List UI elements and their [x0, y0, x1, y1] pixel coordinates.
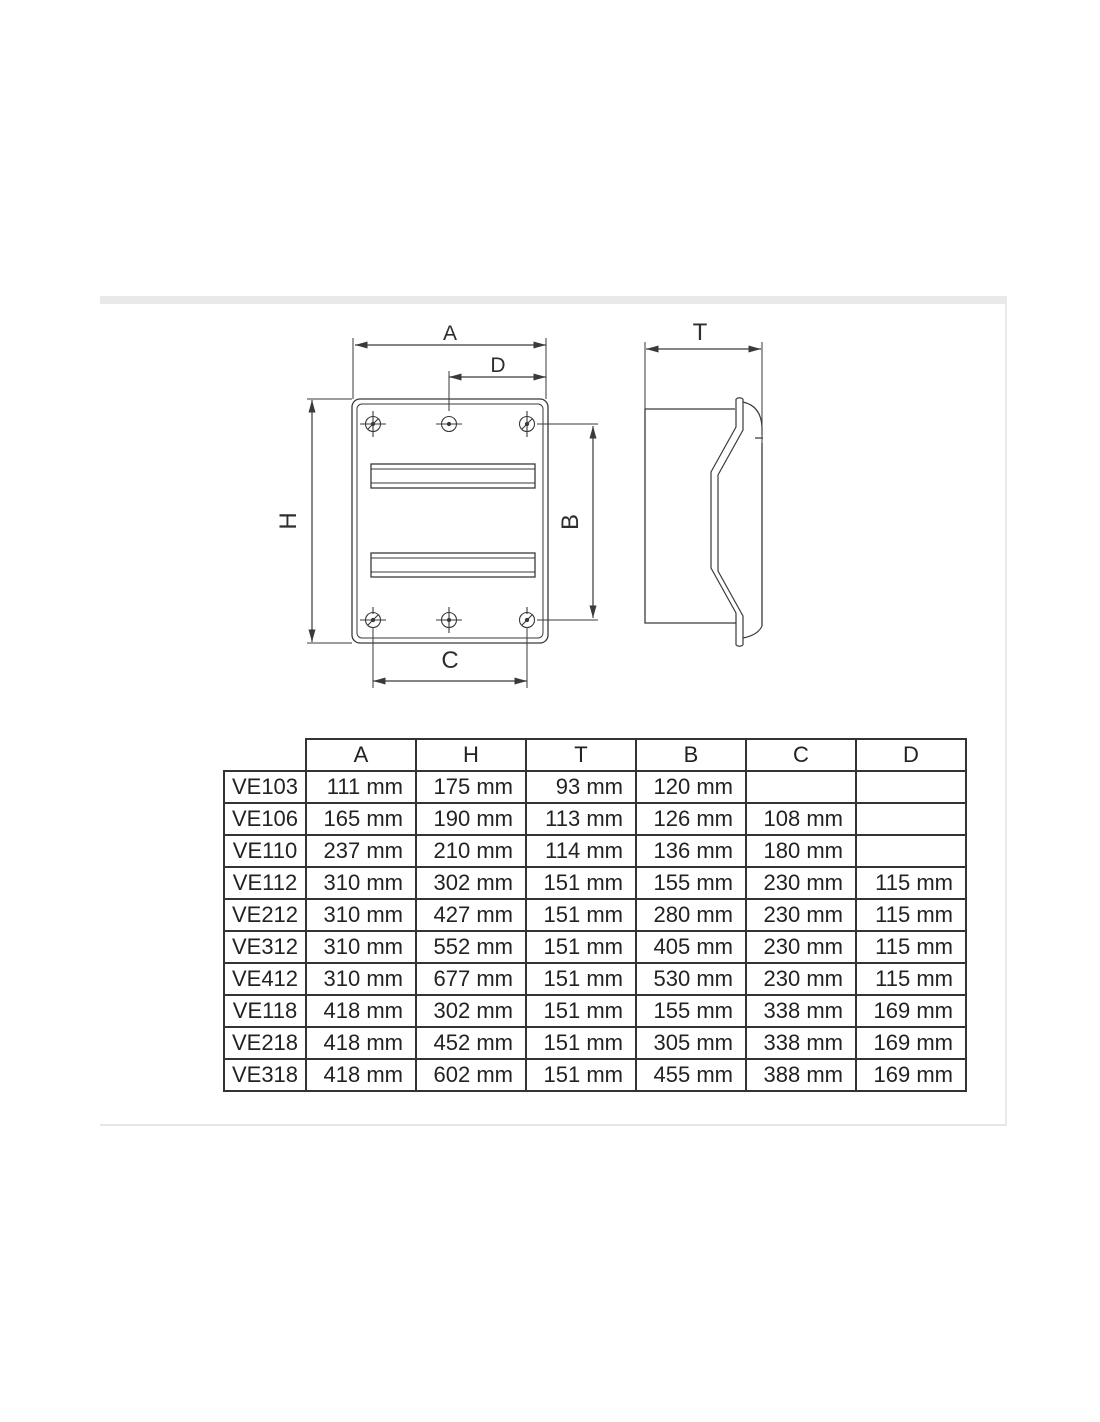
dimension-cell: 677 mm [416, 963, 526, 995]
dimension-cell: 113 mm [526, 803, 636, 835]
spec-table-body [224, 771, 966, 1091]
dim-label-D: D [490, 354, 506, 377]
mounting-holes [360, 411, 535, 633]
dimension-cell: 93 mm [526, 771, 636, 803]
dimension-cell: 136 mm [636, 835, 746, 867]
dimension-cell: 230 mm [746, 867, 856, 899]
spec-table [223, 738, 967, 1092]
dim-label-B: B [557, 513, 584, 531]
dimension-cell: 405 mm [636, 931, 746, 963]
dimension-cell: 602 mm [416, 1059, 526, 1091]
model-cell: VE112 [224, 867, 306, 899]
dimension-cell: 530 mm [636, 963, 746, 995]
model-cell: VE110 [224, 835, 306, 867]
column-header-T: T [526, 739, 636, 771]
model-cell: VE212 [224, 899, 306, 931]
dimension-cell: 151 mm [526, 1027, 636, 1059]
enclosure-inner-outline [357, 404, 543, 638]
table-row [224, 899, 966, 931]
dimension-cell: 230 mm [746, 931, 856, 963]
dimension-cell: 230 mm [746, 899, 856, 931]
dim-D [449, 371, 546, 411]
table-row [224, 995, 966, 1027]
dimension-cell: 151 mm [526, 899, 636, 931]
model-cell: VE318 [224, 1059, 306, 1091]
dimension-cell: 310 mm [306, 963, 416, 995]
enclosure-outer-outline [352, 399, 548, 643]
model-cell: VE218 [224, 1027, 306, 1059]
dimension-cell: 180 mm [746, 835, 856, 867]
table-row [224, 835, 966, 867]
dimension-cell: 175 mm [416, 771, 526, 803]
dimension-cell: 452 mm [416, 1027, 526, 1059]
model-cell: VE118 [224, 995, 306, 1027]
side-body [645, 409, 736, 623]
dimension-cell: 302 mm [416, 867, 526, 899]
dimension-cell: 230 mm [746, 963, 856, 995]
dimension-cell: 115 mm [856, 963, 966, 995]
model-cell: VE106 [224, 803, 306, 835]
table-row [224, 1059, 966, 1091]
dimension-cell: 338 mm [746, 1027, 856, 1059]
dimension-cell: 111 mm [306, 771, 416, 803]
dimension-cell: 305 mm [636, 1027, 746, 1059]
dimension-cell: 169 mm [856, 1059, 966, 1091]
dim-label-C: C [441, 647, 459, 674]
dimension-cell: 126 mm [636, 803, 746, 835]
dimension-cell: 310 mm [306, 867, 416, 899]
dimension-cell: 151 mm [526, 867, 636, 899]
din-rail-top [371, 464, 535, 488]
cover-strip-left [711, 399, 736, 645]
dimension-cell [746, 771, 856, 803]
dim-label-H: H [275, 512, 302, 530]
table-row [224, 1027, 966, 1059]
dimension-cell: 114 mm [526, 835, 636, 867]
model-cell: VE103 [224, 771, 306, 803]
dimension-cell: 115 mm [856, 931, 966, 963]
column-header-H: H [416, 739, 526, 771]
dimension-cell: 418 mm [306, 1027, 416, 1059]
dimension-cell: 237 mm [306, 835, 416, 867]
dimension-cell: 418 mm [306, 995, 416, 1027]
dimension-cell: 427 mm [416, 899, 526, 931]
column-header-B: B [636, 739, 746, 771]
dimension-cell: 120 mm [636, 771, 746, 803]
dimension-cell: 108 mm [746, 803, 856, 835]
dimension-cell: 165 mm [306, 803, 416, 835]
dimension-cell: 155 mm [636, 995, 746, 1027]
table-row [224, 867, 966, 899]
dimension-cell: 190 mm [416, 803, 526, 835]
spec-table-head [224, 739, 966, 771]
dim-label-A: A [442, 322, 458, 345]
dimension-cell: 310 mm [306, 931, 416, 963]
din-rail-bottom [371, 553, 535, 577]
dimension-cell: 151 mm [526, 931, 636, 963]
content-panel [100, 296, 1007, 1126]
dimension-cell: 455 mm [636, 1059, 746, 1091]
dimension-cell: 210 mm [416, 835, 526, 867]
dimension-cell: 280 mm [636, 899, 746, 931]
dimension-cell: 115 mm [856, 867, 966, 899]
dimension-cell [856, 771, 966, 803]
model-cell: VE412 [224, 963, 306, 995]
dim-T [645, 342, 762, 443]
column-header-A: A [306, 739, 416, 771]
dimension-cell [856, 803, 966, 835]
front-view [352, 399, 548, 643]
dimension-cell: 338 mm [746, 995, 856, 1027]
table-row [224, 931, 966, 963]
side-lid-bottom [743, 626, 762, 638]
dimension-cell: 151 mm [526, 995, 636, 1027]
dim-label-T: T [692, 319, 708, 346]
dimension-cell: 151 mm [526, 1059, 636, 1091]
column-header-D: D [856, 739, 966, 771]
dimension-cell: 418 mm [306, 1059, 416, 1091]
model-cell: VE312 [224, 931, 306, 963]
side-lid-top [743, 402, 763, 438]
dimension-cell: 552 mm [416, 931, 526, 963]
table-row [224, 963, 966, 995]
side-view [645, 398, 763, 647]
dimension-cell: 310 mm [306, 899, 416, 931]
dimension-cell: 151 mm [526, 963, 636, 995]
dimension-cell: 302 mm [416, 995, 526, 1027]
technical-drawing [100, 296, 1005, 746]
dimension-cell: 115 mm [856, 899, 966, 931]
dimension-cell: 388 mm [746, 1059, 856, 1091]
corner-cell [224, 739, 306, 771]
column-header-C: C [746, 739, 856, 771]
table-row [224, 803, 966, 835]
dimension-cell: 155 mm [636, 867, 746, 899]
dimension-cell: 169 mm [856, 995, 966, 1027]
table-row [224, 771, 966, 803]
dim-H [307, 399, 352, 643]
dimension-cell [856, 835, 966, 867]
dimension-cell: 169 mm [856, 1027, 966, 1059]
